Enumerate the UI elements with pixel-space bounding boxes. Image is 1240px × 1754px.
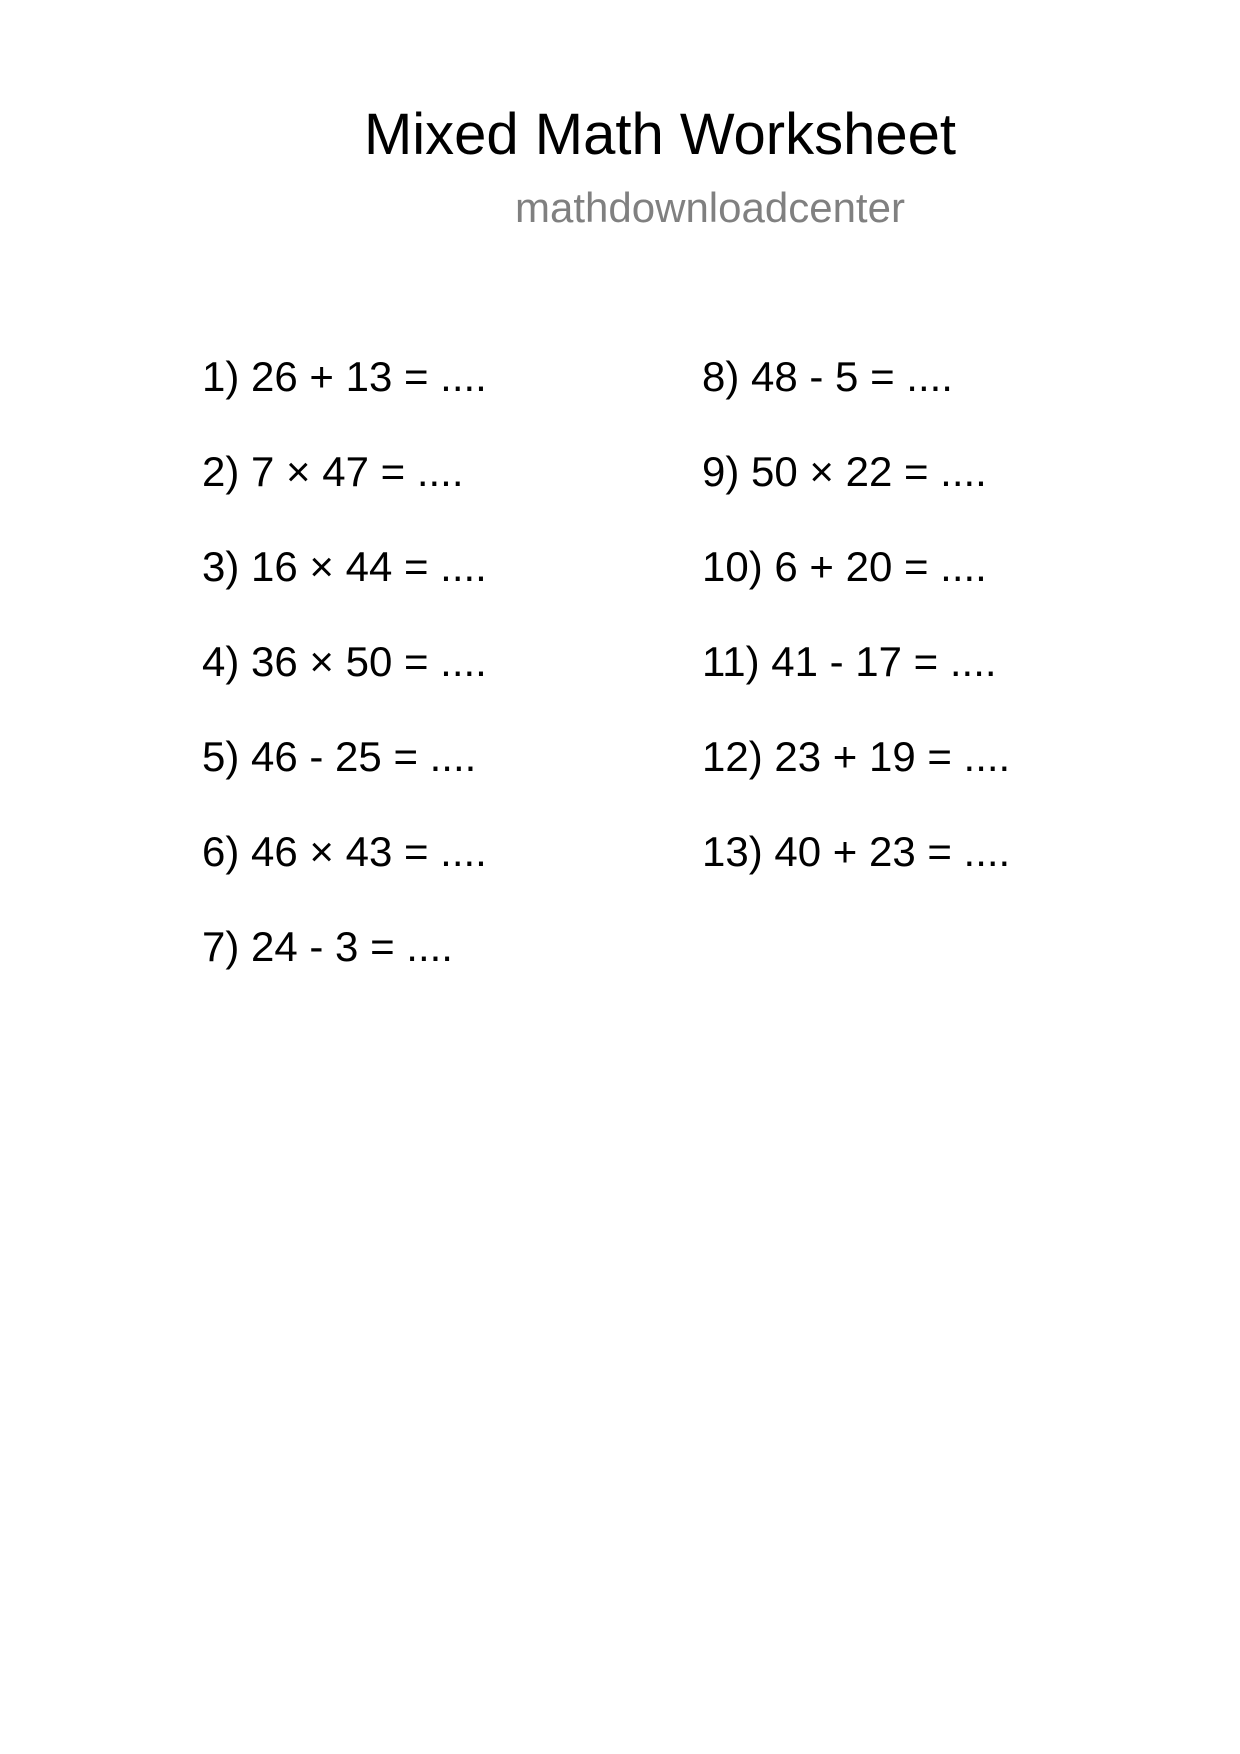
problem-5: 5) 46 - 25 = ....: [202, 733, 477, 780]
problem-12: 12) 23 + 19 = ....: [702, 733, 1011, 780]
problem-2: 2) 7 × 47 = ....: [202, 448, 464, 495]
problem-10: 10) 6 + 20 = ....: [702, 543, 987, 590]
page-subtitle: mathdownloadcenter: [515, 184, 905, 231]
problem-6: 6) 46 × 43 = ....: [202, 828, 487, 875]
problem-13: 13) 40 + 23 = ....: [702, 828, 1011, 875]
page-title: Mixed Math Worksheet: [363, 102, 957, 167]
problem-4: 4) 36 × 50 = ....: [202, 638, 487, 685]
problem-11: 11) 41 - 17 = ....: [702, 638, 997, 685]
problem-8: 8) 48 - 5 = ....: [702, 353, 953, 400]
problem-1: 1) 26 + 13 = ....: [202, 353, 487, 400]
problem-7: 7) 24 - 3 = ....: [202, 923, 453, 970]
problem-9: 9) 50 × 22 = ....: [702, 448, 987, 495]
problem-column-right: [702, 352, 1182, 922]
problem-3: 3) 16 × 44 = ....: [202, 543, 487, 590]
problem-column-left: [202, 352, 682, 1017]
